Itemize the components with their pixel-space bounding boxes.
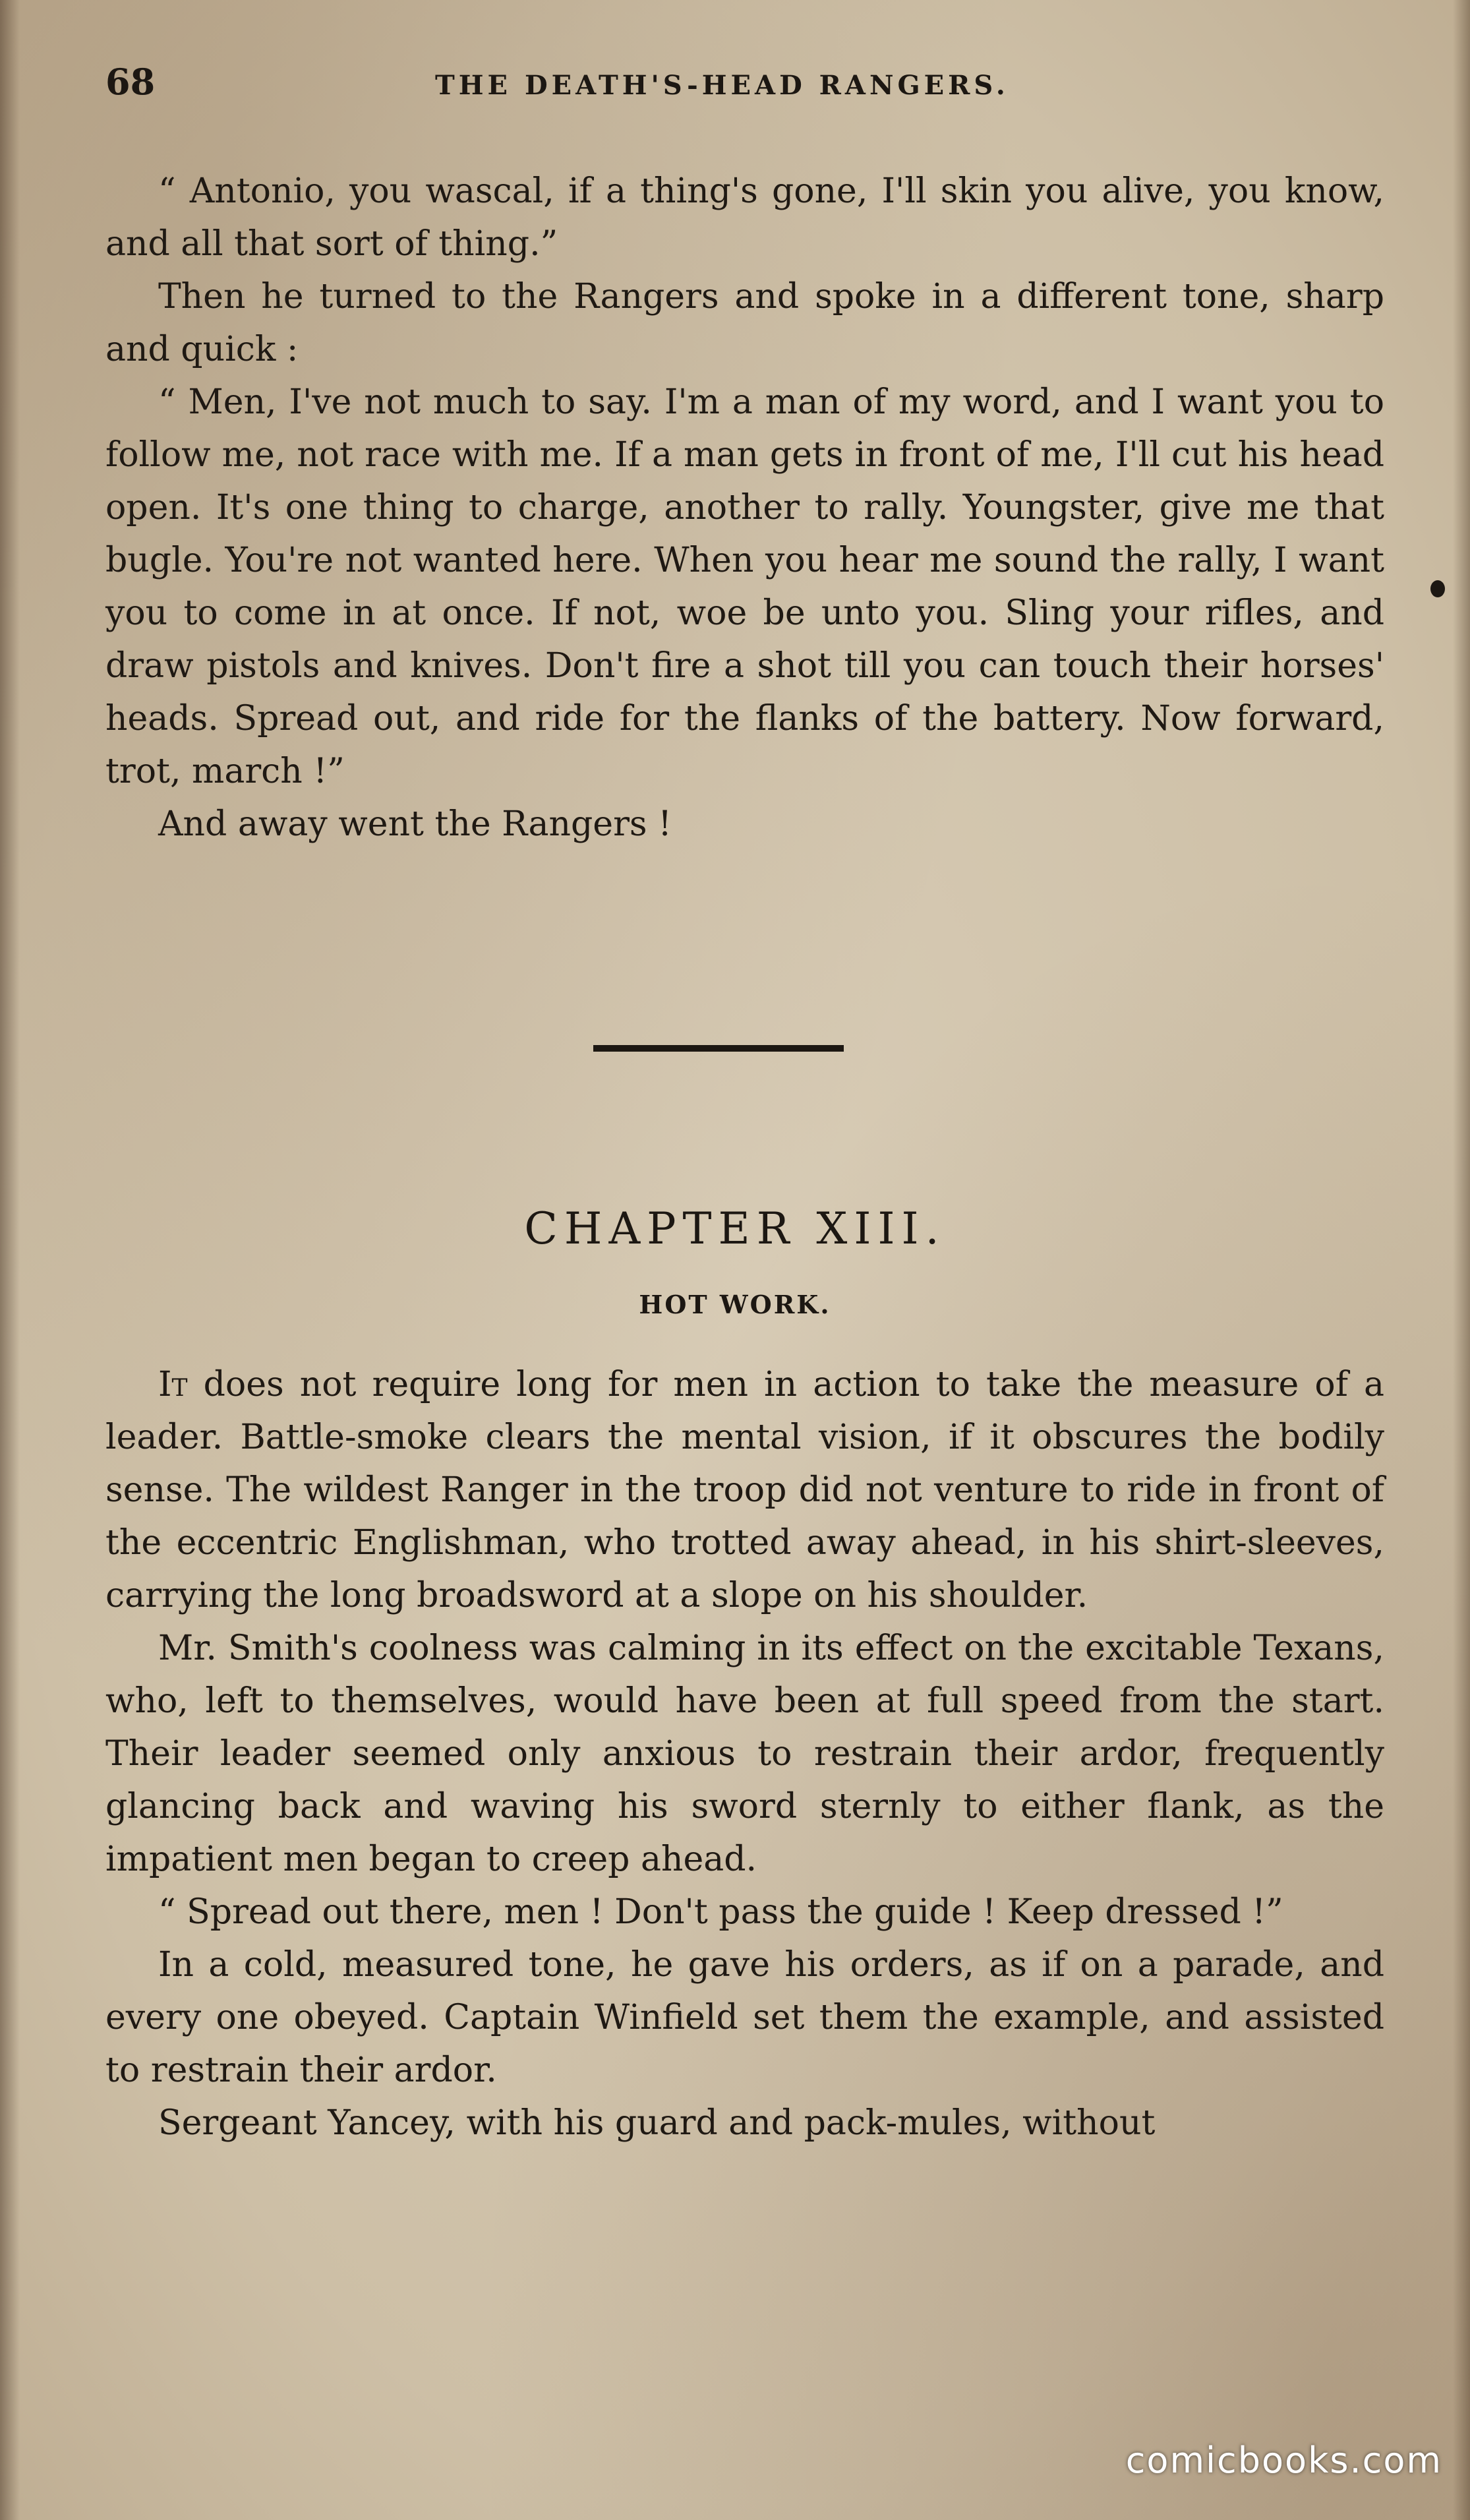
paragraph: “ Men, I've not much to say. I'm a man of my word, and I want you to follow me, not race with me. If a man gets in front of me, I'll cut his head open. It's one thing to charge, another to rally. Youngster, give me that bugle. You're not wanted here. When you hear me sound the rally, I want you to come in at once. If not, woe be unto you. Sling your rifles, and draw pistols and knives. Don't fire a shot till you can touch their horses' heads. Spread out, and ride for the flanks of the battery. Now forward, trot, march !” bbox=[105, 382, 1384, 791]
paragraph: Mr. Smith's coolness was calming in its effect on the excitable Texans, who, left to themselves, would have been at full speed from the start. Their leader seemed only anxious to restrain their ardor, frequently glancing back and waving his sword sternly to either flank, as the impatient men began to creep ahead. bbox=[105, 1629, 1384, 1879]
paragraph: Then he turned to the Rangers and spoke in a different tone, sharp and quick : bbox=[105, 277, 1384, 369]
text-block-chapter-body bbox=[105, 1358, 1384, 2149]
watermark: comicbooks.com bbox=[1125, 2440, 1442, 2481]
page-number: 68 bbox=[105, 61, 156, 103]
page-edge-shadow-left bbox=[0, 0, 20, 2520]
chapter-heading: CHAPTER XIII. bbox=[524, 1203, 946, 1254]
section-divider-rule bbox=[593, 1045, 844, 1052]
chapter-first-word: It bbox=[158, 1365, 188, 1404]
paragraph-first-text: does not require long for men in action to take the measure of a leader. Battle-smoke clears the mental vision, if it obscures the bodily sense. The wildest Ranger in the troop did not venture to ride in front of the eccentric Englishman, who trotted away ahead, in his shirt-sleeves, carrying the long broadsword at a slope on his shoulder. bbox=[105, 1365, 1384, 1615]
page-edge-shadow-right bbox=[1453, 0, 1470, 2520]
paragraph: “ Spread out there, men ! Don't pass the guide ! Keep dressed !” bbox=[158, 1892, 1283, 1932]
paragraph: And away went the Rangers ! bbox=[158, 804, 672, 844]
paragraph-first bbox=[105, 1358, 1384, 1622]
page-header bbox=[105, 61, 1397, 113]
paragraph: Sergeant Yancey, with his guard and pack-mules, without bbox=[158, 2103, 1156, 2143]
text-block-before-chapter bbox=[105, 165, 1384, 851]
ink-blot bbox=[1430, 580, 1445, 597]
paragraph: “ Antonio, you wascal, if a thing's gone, I'll skin you alive, you know, and all that sort of thing.” bbox=[105, 171, 1384, 264]
chapter-subheading: HOT WORK. bbox=[639, 1290, 831, 1319]
running-title: THE DEATH'S-HEAD RANGERS. bbox=[435, 70, 1009, 101]
paragraph: In a cold, measured tone, he gave his orders, as if on a parade, and every one obeyed. Captain Winfield set them the example, and assisted to restrain their ardor. bbox=[105, 1945, 1384, 2090]
